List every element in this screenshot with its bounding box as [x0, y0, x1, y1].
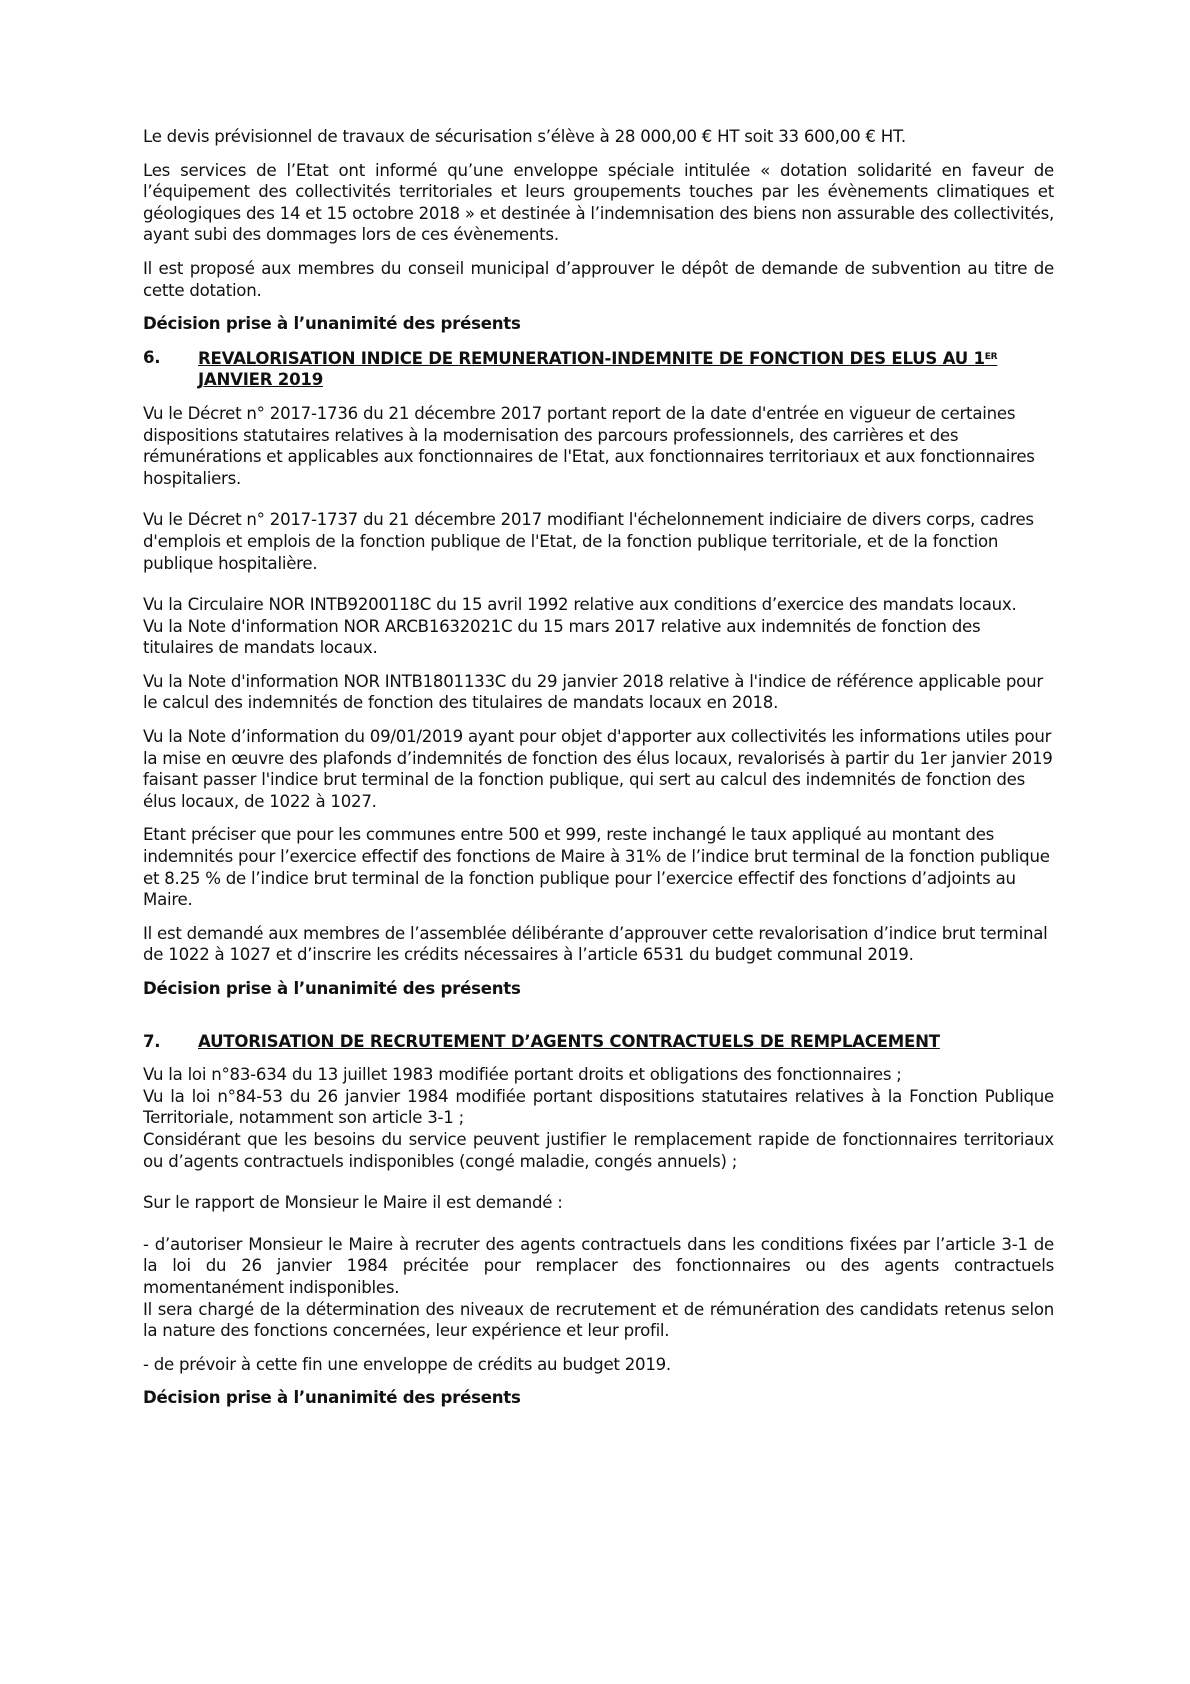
- section-7-heading: [143, 1031, 1054, 1053]
- paragraph-note-2018: Vu la Note d'information NOR INTB1801133C du 29 janvier 2018 relative à l'indice de référence applicable pour le calcul des indemnités de fonction des titulaires de mandats locaux en 2018.: [143, 671, 1043, 713]
- paragraph-proposition: Il est proposé aux membres du conseil municipal d’approuver le dépôt de demande de subvention au titre de cette dotation.: [143, 258, 1054, 300]
- section-number: 6.: [143, 347, 161, 367]
- paragraph-rapport: Sur le rapport de Monsieur le Maire il est demandé :: [143, 1193, 563, 1213]
- decision-text: Décision prise à l’unanimité des présents: [143, 314, 521, 334]
- paragraph-loi-84-53: Vu la loi n°84-53 du 26 janvier 1984 modifiée portant dispositions statutaires relatives à la Fonction Publique Territoriale, notamment son article 3-1 ;: [143, 1086, 1054, 1128]
- section-title: REVALORISATION INDICE DE REMUNERATION-INDEMNITE DE FONCTION DES ELUS AU 1ER JANVIER 2019: [198, 348, 998, 390]
- paragraph-loi-83-634: Vu la loi n°83-634 du 13 juillet 1983 modifiée portant droits et obligations des fonctionnaires ;: [143, 1065, 902, 1085]
- paragraph-dotation: Les services de l’Etat ont informé qu’une enveloppe spéciale intitulée « dotation solidarité en faveur de l’équipement des collectivités territoriales et leurs groupements touches par les évènements climatiques et géologiques des 14 et 15 octobre 2018 » et destinée à l’indemnisation des biens non assurable des collectivités, ayant subi des dommages lors de ces évènements.: [143, 160, 1054, 245]
- superscript: ER: [984, 351, 998, 362]
- paragraph-decret-1736: Vu le Décret n° 2017-1736 du 21 décembre 2017 portant report de la date d'entrée en vigueur de certaines dispositions statutaires relatives à la modernisation des parcours professionnels, des carrières et des rémunérations et applicables aux fonctionnaires de l'Etat, aux fonctionnaires territoriaux et aux fonctionnaires hospitaliers.: [143, 403, 1035, 488]
- paragraph-autoriser: - d’autoriser Monsieur le Maire à recruter des agents contractuels dans les conditions fixées par l’article 3-1 de la loi du 26 janvier 1984 précitée pour remplacer des fonctionnaires ou des agents contractuels momentanément indisponibles.: [143, 1234, 1054, 1297]
- paragraph-note-2019: Vu la Note d’information du 09/01/2019 ayant pour objet d'apporter aux collectivités les informations utiles pour la mise en œuvre des plafonds d’indemnités de fonction des élus locaux, revalorisés à partir du 1er janvier 2019 faisant passer l'indice brut terminal de la fonction publique, qui sert au calcul des indemnités de fonction des élus locaux, de 1022 à 1027.: [143, 727, 1053, 811]
- paragraph-taux: Etant préciser que pour les communes entre 500 et 999, reste inchangé le taux appliqué au montant des indemnités pour l’exercice effectif des fonctions de Maire à 31% de l’indice brut terminal de la fonction publique et 8.25 % de l’indice brut terminal de la fonction publique pour l’exercice effectif des fonctions d’adjoints au Maire.: [143, 825, 1050, 910]
- decision-text: Décision prise à l’unanimité des présents: [143, 979, 521, 998]
- paragraph-prevoir: - de prévoir à cette fin une enveloppe de crédits au budget 2019.: [143, 1354, 671, 1374]
- section-number: 7.: [143, 1031, 161, 1051]
- paragraph-devis: Le devis prévisionnel de travaux de sécurisation s’élève à 28 000,00 € HT soit 33 600,00 € HT.: [143, 127, 906, 146]
- paragraph-demande: Il est demandé aux membres de l’assemblée délibérante d’approuver cette revalorisation d’indice brut terminal de 1022 à 1027 et d’inscrire les crédits nécessaires à l’article 6531 du budget communal 2019.: [143, 923, 1048, 965]
- section-title: AUTORISATION DE RECRUTEMENT D’AGENTS CONTRACTUELS DE REMPLACEMENT: [198, 1031, 940, 1051]
- decision-text: Décision prise à l’unanimité des présents: [143, 1388, 521, 1408]
- paragraph-note-2017: Vu la Note d'information NOR ARCB1632021C du 15 mars 2017 relative aux indemnités de fonction des titulaires de mandats locaux.: [143, 616, 981, 658]
- section-6-heading: [143, 347, 1054, 391]
- paragraph-circulaire: Vu la Circulaire NOR INTB9200118C du 15 avril 1992 relative aux conditions d’exercice des mandats locaux.: [143, 595, 1017, 615]
- paragraph-charge: Il sera chargé de la détermination des niveaux de recrutement et de rémunération des candidats retenus selon la nature des fonctions concernées, leur expérience et leur profil.: [143, 1299, 1054, 1341]
- paragraph-considerant: Considérant que les besoins du service peuvent justifier le remplacement rapide de fonctionnaires territoriaux ou d’agents contractuels indisponibles (congé maladie, congés annuels) ;: [143, 1129, 1054, 1171]
- paragraph-decret-1737: Vu le Décret n° 2017-1737 du 21 décembre 2017 modifiant l'échelonnement indiciaire de divers corps, cadres d'emplois et emplois de la fonction publique de l'Etat, de la fonction publique territoriale, et de la fonction publique hospitalière.: [143, 510, 1034, 573]
